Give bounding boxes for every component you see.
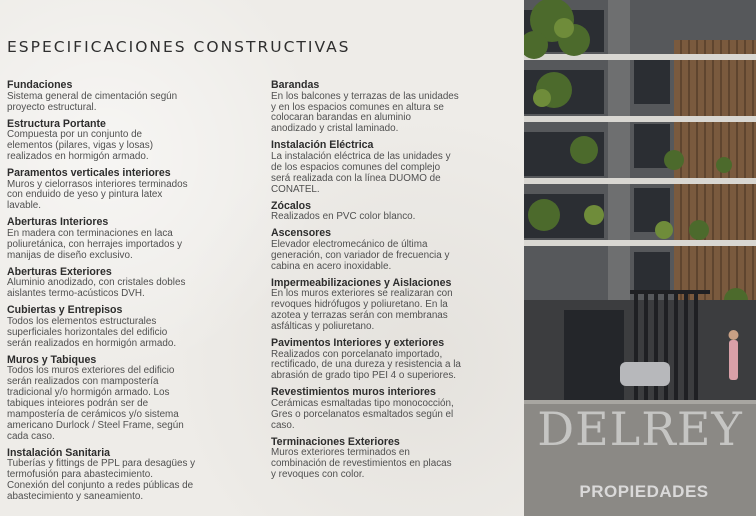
spec-item — [271, 201, 521, 224]
spec-item — [7, 119, 257, 163]
spec-text: Realizados con porcelanato importado, rectificado, de una dureza y resistencia a la abrasión de grado tipo PEI 4 o superiores. — [271, 348, 461, 382]
spec-heading: Instalación Sanitaria — [7, 446, 111, 459]
spec-text: En los balcones y terrazas de las unidades y en los espacios comunes en altura se colocaran barandas en aluminio anodizado y cristal laminado. — [271, 90, 459, 135]
spec-heading: Barandas — [271, 79, 320, 91]
spec-heading: Cubiertas y Entrepisos — [7, 304, 123, 317]
spec-item — [271, 387, 521, 431]
brand-watermark: DELREY — [537, 402, 743, 456]
spec-item — [271, 437, 521, 481]
spec-item — [7, 305, 257, 349]
brand-watermark-subtitle: PROPIEDADES — [579, 482, 709, 501]
spec-text: Cerámicas esmaltadas tipo monococción, Gres o porcelanatos esmaltados según el caso. — [271, 397, 454, 431]
spec-heading: Terminaciones Exteriores — [271, 435, 400, 448]
spec-item — [7, 355, 257, 443]
spec-heading: Muros y Tabiques — [7, 353, 97, 366]
spec-heading: Paramentos verticales interiores — [7, 166, 171, 179]
specs-left-column — [7, 80, 257, 508]
spec-text: En los muros exteriores se realizaran con revoques hidrófugos y poliuretano. En la azotea y terrazas serán con membranas asfálticas y poliuretano. — [271, 288, 453, 332]
spec-item — [271, 338, 521, 382]
spec-heading: Aberturas Interiores — [7, 216, 109, 229]
spec-item — [7, 80, 257, 113]
spec-item — [271, 80, 521, 135]
spec-item — [7, 168, 257, 212]
spec-heading: Ascensores — [271, 227, 332, 240]
spec-text: Aluminio anodizado, con cristales dobles aislantes termo-acústicos DVH. — [7, 277, 186, 300]
spec-heading: Revestimientos muros interiores — [271, 386, 436, 399]
spec-item — [7, 267, 257, 300]
specs-right-column — [271, 80, 521, 486]
spec-item — [271, 228, 521, 272]
spec-text: Tuberías y fittings de PPL para desagües y termofusión para abastecimiento. Conexión del conjunto a redes públicas de abastecimiento y saneamiento. — [7, 458, 196, 502]
spec-text: Realizados en PVC color blanco. — [271, 211, 416, 223]
spec-heading: Fundaciones — [7, 79, 73, 91]
spec-item — [271, 278, 521, 333]
spec-text: Compuesta por un conjunto de elementos (pilares, vigas y losas) realizados en hormigón armado. — [7, 129, 153, 162]
spec-heading: Pavimentos Interiores y exteriores — [271, 336, 445, 349]
spec-text: Sistema general de cimentación según proyecto estructural. — [7, 90, 178, 113]
spec-item — [271, 140, 521, 195]
spec-item — [7, 217, 257, 261]
spec-heading: Aberturas Exteriores — [7, 265, 112, 278]
spec-text: La instalación eléctrica de las unidades y de los espacios comunes del complejo será realizada con la línea DUOMO de CONATEL. — [271, 150, 451, 195]
spec-text: En madera con terminaciones en laca poliuretánica, con herrajes importados y manijas de diseño exclusivo. — [7, 227, 183, 261]
page-title: ESPECIFICACIONES CONSTRUCTIVAS — [7, 38, 351, 57]
spec-text: Todos los muros exteriores del edificio serán realizados con mampostería tradicional y/o hormigón armado. Los tabiques inteiores podrán ser de mampostería de cerámicos y/o sistema americano Durlock / Steel Frame, según cada caso. — [7, 365, 184, 442]
building-photo — [524, 0, 756, 516]
spec-text: Todos los elementos estructurales superficiales horizontales del edificio serán realizados en hormigón armado. — [7, 315, 177, 349]
spec-heading: Estructura Portante — [7, 117, 106, 130]
spec-heading: Instalación Eléctrica — [271, 139, 374, 152]
spec-text: Elevador electromecánico de última generación, con variador de frecuencia y cabina en acero inoxidable. — [271, 238, 450, 272]
spec-text: Muros exteriores terminados en combinación de revestimientos en placas y revoques con color. — [271, 447, 452, 481]
spec-heading: Impermeabilizaciones y Aislaciones — [271, 276, 452, 289]
spec-item — [7, 448, 257, 503]
spec-text: Muros y cielorrasos interiores terminados con enduido de yeso y pintura latex lavable. — [7, 178, 188, 212]
spec-heading: Zócalos — [271, 199, 312, 212]
